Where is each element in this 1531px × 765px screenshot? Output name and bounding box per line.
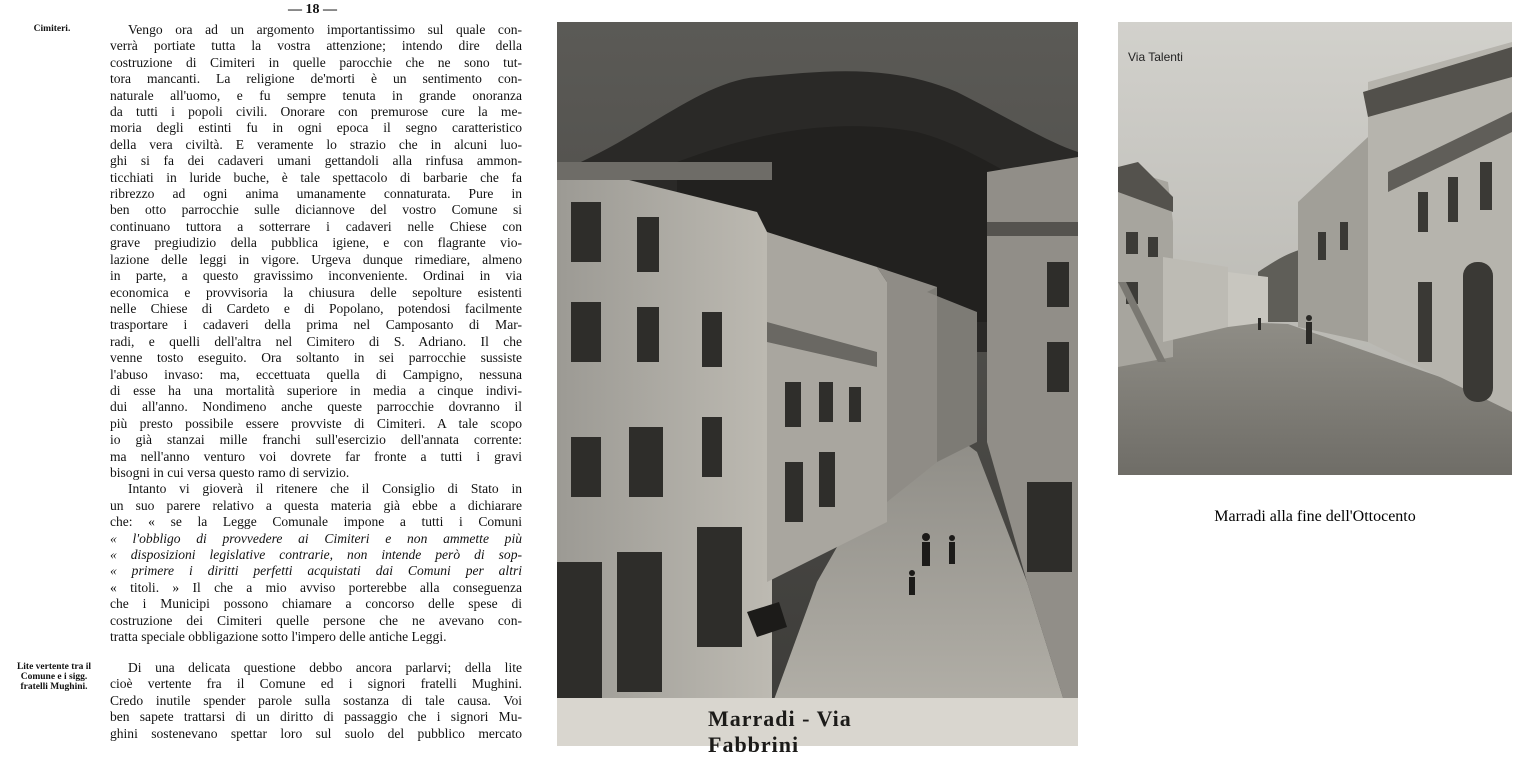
- text-line: « primere i diritti perfetti acquistati dai Comuni per altri: [110, 563, 522, 579]
- photo-via-talenti: [1118, 22, 1512, 475]
- text-line: ben otto parrocchie sulle diciannove del vostro Comune si: [110, 202, 522, 218]
- text-line: ben sapete trattarsi di un diritto di passaggio che i signori Mu-: [110, 709, 522, 725]
- text-line: « titoli. » Il che a mio avviso porterebbe alla conseguenza: [110, 579, 522, 595]
- margin-note-cimiteri: Cimiteri.: [33, 24, 71, 34]
- paragraph-lite: [110, 660, 522, 742]
- text-line: che: « se la Legge Comunale impone a tutti i Comuni: [110, 514, 522, 530]
- text-line: nelle Chiese di Cardeto e di Popolano, potendosi facilmente: [110, 300, 522, 316]
- page-number: — 18 —: [288, 2, 337, 17]
- text-line: costruzione di Cimiteri in quelle parocchie che ne sono tut-: [110, 54, 522, 70]
- text-line: continuano tuttora a sotterrare i cadaveri nelle Chiese con: [110, 218, 522, 234]
- text-line: Di una delicata questione debbo ancora parlarvi; della lite: [128, 660, 522, 675]
- figure-caption: Marradi alla fine dell'Ottocento: [1214, 508, 1416, 525]
- text-line: più presto possibile essere provviste di Cimiteri. A tale scopo: [110, 415, 522, 431]
- text-line: della vera civiltà. E veramente lo strazio che in alcuni luo-: [110, 136, 522, 152]
- text-line: l'abuso invaso: ma, eccettuata quella di Campigno, nessuna: [110, 366, 522, 382]
- text-line: grave pregiudizio della pubblica igiene, e con flagrante vio-: [110, 235, 522, 251]
- text-line: ribrezzo ad ogni anima umanamente connaturata. Pure in: [110, 186, 522, 202]
- text-line: ghi si fa dei cadaveri umani gettandoli alla rinfusa ammon-: [110, 153, 522, 169]
- text-line: lazione delle leggi in vigore. Urgeva dunque rimediare, almeno: [110, 251, 522, 267]
- text-line: moria degli estinti fu in ogni epoca il segno caratteristico: [110, 120, 522, 136]
- text-line: « disposizioni legislative contrarie, non intende però di sop-: [110, 547, 522, 562]
- text-line: radi, e quelli dell'altra nel Cimitero di S. Adriano. Il che: [110, 333, 522, 349]
- text-line: di esse ha una mortalità superiore in media a cinque indivi-: [110, 382, 522, 398]
- text-line: Vengo ora ad un argomento importantissimo sul quale con-: [128, 22, 522, 37]
- paragraph-cimiteri: [110, 22, 522, 645]
- text-line: ticchiati in luride buche, è tale spettacolo di barbarie che fa: [110, 169, 522, 185]
- text-line: tora mancanti. La religione de'morti è un sentimento con-: [110, 71, 522, 87]
- text-line: ghini sostenevano spettar loro sul suolo del pubblico mercato: [110, 725, 522, 741]
- text-line: in parte, a questo gravissimo inconveniente. Ordinai in via: [110, 268, 522, 284]
- text-line: « l'obbligo di provvedere ai Cimiteri e non ammette più: [110, 530, 522, 546]
- text-line: bisogni in cui versa questo ramo di servizio.: [110, 464, 350, 480]
- text-line: io già stanzai mille franchi sull'esercizio dell'annata corrente:: [110, 432, 522, 448]
- text-line: economica e provvisoria la chiusura delle sepolture esistenti: [110, 284, 522, 300]
- text-line: Intanto vi gioverà il ritenere che il Consiglio di Stato in: [128, 481, 522, 497]
- text-line: costruzione dei Cimiteri quelle persone che ne avevano con-: [110, 612, 522, 628]
- text-line: naturale all'uomo, e fu sempre tenuta in grande onoranza: [110, 87, 522, 103]
- text-line: trasportare i cadaveri della prima nel Camposanto di Mar-: [110, 317, 522, 333]
- text-line: Credo inutile spender parole sulla sostanza di tale causa. Voi: [110, 692, 522, 708]
- text-line: che i Municipi possono chiamare a concorso delle spese di: [110, 596, 522, 612]
- photo-caption-via-talenti: Via Talenti: [1128, 50, 1183, 64]
- margin-note-lite: Lite vertente tra il Comune e i sigg. fratelli Mughini.: [16, 662, 92, 692]
- text-line: dui all'anno. Nondimeno anche queste parrocchie dovranno il: [110, 399, 522, 415]
- photo-caption-via-fabbrini: Marradi - Via Fabbrini: [708, 706, 852, 757]
- street-photo-illustration-2: [1118, 22, 1512, 475]
- text-line: un suo parere relativo a questa materia già ebbe a dichiarare: [110, 497, 522, 513]
- text-line: verrà portiate tutta la vostra attenzione; intendo dire della: [110, 38, 522, 54]
- text-line: tratta speciale obbligazione sotto l'impero delle antiche Leggi.: [110, 629, 447, 645]
- text-line: cioè vertente fra il Comune ed i signori fratelli Mughini.: [110, 676, 522, 692]
- text-line: venne tosto eseguito. Ora soltanto in sei parrocchie sussiste: [110, 350, 522, 366]
- photo-via-fabbrini: [557, 22, 1078, 746]
- street-photo-illustration: [557, 22, 1078, 746]
- text-line: da tutti i popoli civili. Onorare con premurose cure la me-: [110, 104, 522, 120]
- text-line: ma nell'anno venturo voi dovrete far fronte a tutti i gravi: [110, 448, 522, 464]
